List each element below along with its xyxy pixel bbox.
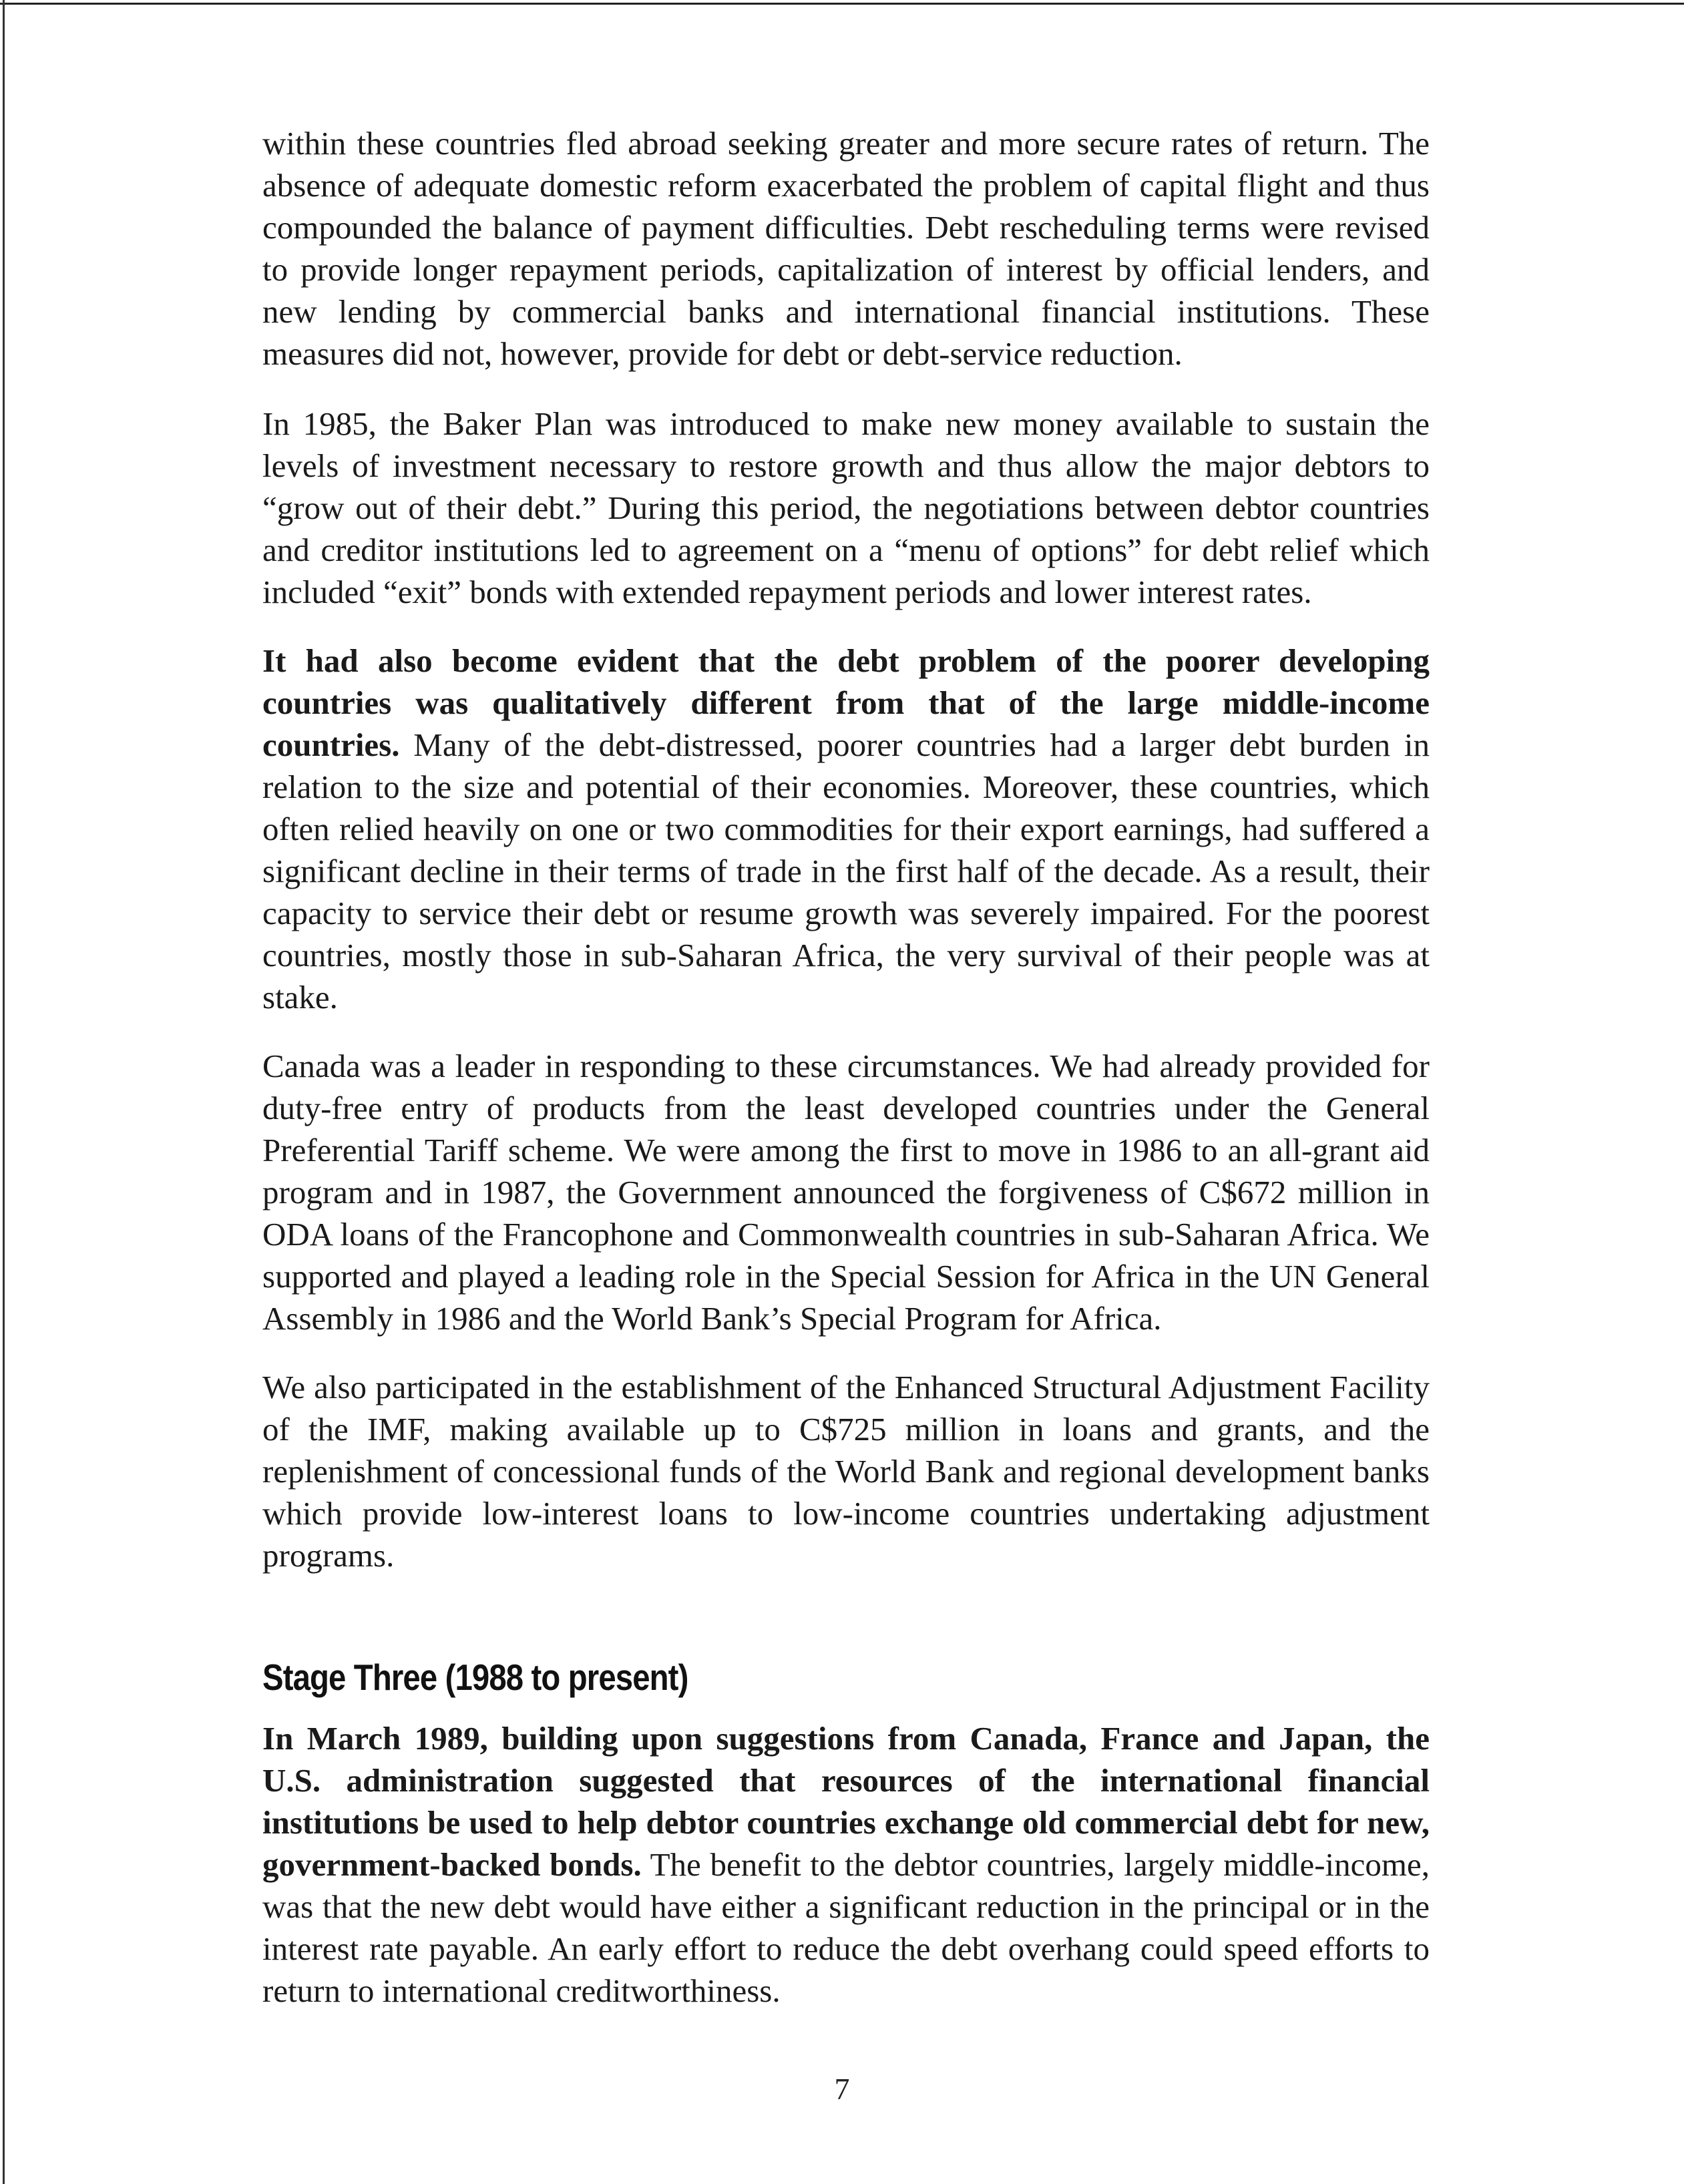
scan-border-left [3, 0, 5, 2184]
paragraph-text: We also participated in the establishment of the Enhanced Structural Adjustment Facility of the IMF, making available up to C$725 million in loans and grants, and the replenishment of concessional funds of the World Bank and regional development banks which provide low-interest loans to low-income countries undertaking adjustment programs. [262, 1369, 1430, 1574]
body-paragraph [262, 403, 1430, 613]
section-paragraph [262, 1717, 1430, 2012]
section-heading: Stage Three (1988 to present) [262, 1657, 688, 1698]
body-paragraph [262, 1366, 1430, 1576]
page-number: 7 [834, 2072, 850, 2106]
scan-border-top [0, 3, 1684, 5]
paragraph-text: In 1985, the Baker Plan was introduced to make new money available to sustain the levels of investment necessary to restore growth and thus allow the major debtors to “grow out of their debt.” During this period, the negotiations between debtor countries and creditor institutions led to agreement on a “menu of options” for debt relief which included “exit” bonds with extended repayment periods and lower interest rates. [262, 405, 1430, 610]
document-page [262, 122, 1430, 2012]
paragraph-text: The benefit to the debtor countries, largely middle-income, was that the new debt would have either a significant reduction in the principal or in the interest rate payable. An early effort to reduce the debt overhang could speed efforts to return to international creditworthiness. [262, 1846, 1430, 2009]
body-paragraph [262, 122, 1430, 375]
paragraph-lead: It had also become evident that the debt problem of the poorer developing countries was qualitatively different from that of the large middle-income countries. [262, 642, 1430, 763]
paragraph-text: within these countries fled abroad seeking greater and more secure rates of return. The absence of adequate domestic reform exacerbated the problem of capital flight and thus compounded the balance of payment difficulties. Debt rescheduling terms were revised to provide longer repayment periods, capitalization of interest by official lenders, and new lending by commercial banks and international financial institutions. These measures did not, however, provide for debt or debt-service reduction. [262, 125, 1430, 372]
paragraph-lead: In March 1989, building upon suggestions from Canada, France and Japan, the U.S. administration suggested that resources of the international financial institutions be used to help debtor countries exchange old commercial debt for new, government-backed bonds. [262, 1720, 1430, 1883]
paragraph-text: Many of the debt-distressed, poorer countries had a larger debt burden in relation to the size and potential of their economies. Moreover, these countries, which often relied heavily on one or two commodities for their export earnings, had suffered a significant decline in their terms of trade in the first half of the decade. As a result, their capacity to service their debt or resume growth was severely impaired. For the poorest countries, mostly those in sub-Saharan Africa, the very survival of their people was at stake. [262, 726, 1430, 1016]
paragraph-text: Canada was a leader in responding to these circumstances. We had already provided for duty-free entry of products from the least developed countries under the General Preferential Tariff scheme. We were among the first to move in 1986 to an all-grant aid program and in 1987, the Government announced the forgiveness of C$672 million in ODA loans of the Francophone and Commonwealth countries in sub-Saharan Africa. We supported and played a leading role in the Special Session for Africa in the UN General Assembly in 1986 and the World Bank’s Special Program for Africa. [262, 1048, 1430, 1337]
body-paragraph [262, 1045, 1430, 1339]
body-paragraph [262, 640, 1430, 1018]
